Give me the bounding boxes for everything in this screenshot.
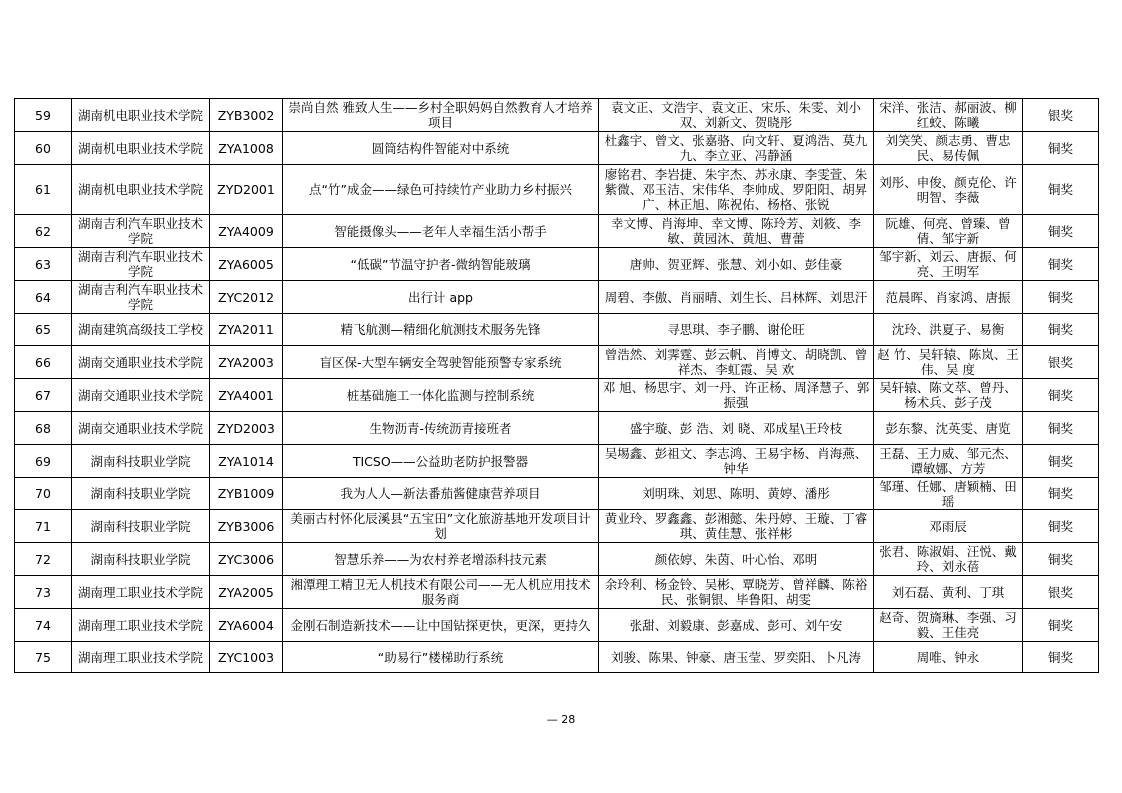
school-name-cell: 湖南交通职业技术学院 — [72, 412, 210, 445]
school-name-cell: 湖南科技职业学院 — [72, 445, 210, 478]
award-level-cell: 铜奖 — [1023, 412, 1099, 445]
team-members-cell: 黄业玲、罗鑫鑫、彭湘懿、朱丹婷、王璇、丁睿琪、黄佳慧、张祥彬 — [599, 510, 874, 543]
award-level-cell: 铜奖 — [1023, 609, 1099, 642]
award-level-cell: 银奖 — [1023, 99, 1099, 132]
project-name-cell: 出行计 app — [283, 281, 599, 314]
row-number-cell: 59 — [15, 99, 72, 132]
table-row — [15, 478, 1099, 510]
team-members-cell: 余玲利、杨金铃、吴彬、覃晓芳、曾祥麟、陈裕民、张铜银、毕鲁阳、胡雯 — [599, 576, 874, 609]
school-name-cell: 湖南吉利汽车职业技术学院 — [72, 281, 210, 314]
row-number-cell: 73 — [15, 576, 72, 609]
project-name-cell: 智能摄像头——老年人幸福生活小帮手 — [283, 215, 599, 248]
school-name-cell: 湖南理工职业技术学院 — [72, 576, 210, 609]
project-code-cell: ZYD2001 — [210, 165, 283, 215]
school-name-cell: 湖南交通职业技术学院 — [72, 379, 210, 412]
team-members-cell: 袁文正、文浩宇、袁文正、宋乐、朱雯、刘小双、刘新文、贺晓彤 — [599, 99, 874, 132]
advisors-cell: 刘彤、申俊、颜克伦、许明智、李薇 — [874, 165, 1023, 215]
table-row — [15, 99, 1099, 132]
school-name-cell: 湖南理工职业技术学院 — [72, 609, 210, 642]
project-code-cell: ZYA4001 — [210, 379, 283, 412]
row-number-cell: 71 — [15, 510, 72, 543]
school-name-cell: 湖南吉利汽车职业技术学院 — [72, 248, 210, 281]
team-members-cell: 刘明珠、刘思、陈明、黄婷、潘彤 — [599, 478, 874, 510]
row-number-cell: 60 — [15, 132, 72, 165]
row-number-cell: 67 — [15, 379, 72, 412]
row-number-cell: 68 — [15, 412, 72, 445]
advisors-cell: 宋洋、张洁、郝丽波、柳红蛟、陈曦 — [874, 99, 1023, 132]
school-name-cell: 湖南科技职业学院 — [72, 543, 210, 576]
advisors-cell: 刘石磊、黄利、丁琪 — [874, 576, 1023, 609]
table-row — [15, 510, 1099, 543]
project-name-cell: 金刚石制造新技术——让中国钻探更快，更深，更持久 — [283, 609, 599, 642]
school-name-cell: 湖南交通职业技术学院 — [72, 346, 210, 379]
table-row — [15, 346, 1099, 379]
team-members-cell: 邓 旭、杨思宇、刘一丹、许正杨、周泽慧子、郭振强 — [599, 379, 874, 412]
project-code-cell: ZYB3002 — [210, 99, 283, 132]
award-level-cell: 铜奖 — [1023, 215, 1099, 248]
team-members-cell: 寻思琪、李子鹏、谢伦旺 — [599, 314, 874, 346]
award-level-cell: 铜奖 — [1023, 642, 1099, 673]
project-name-cell: TICSO——公益助老防护报警器 — [283, 445, 599, 478]
row-number-cell: 70 — [15, 478, 72, 510]
advisors-cell: 赵 竹、吴轩辕、陈岚、王 伟、吴 度 — [874, 346, 1023, 379]
award-level-cell: 铜奖 — [1023, 510, 1099, 543]
award-level-cell: 银奖 — [1023, 346, 1099, 379]
team-members-cell: 唐帅、贺亚辉、张慧、刘小如、彭佳豪 — [599, 248, 874, 281]
project-name-cell: 美丽古村怀化辰溪县“五宝田”文化旅游基地开发项目计划 — [283, 510, 599, 543]
advisors-cell: 邹瑾、任娜、唐颖楠、田瑶 — [874, 478, 1023, 510]
advisors-cell: 邓雨辰 — [874, 510, 1023, 543]
team-members-cell: 张甜、刘毅康、彭嘉成、彭可、刘午安 — [599, 609, 874, 642]
awards-table — [14, 98, 1099, 673]
award-level-cell: 铜奖 — [1023, 379, 1099, 412]
table-row — [15, 576, 1099, 609]
project-name-cell: 盲区保-大型车辆安全驾驶智能预警专家系统 — [283, 346, 599, 379]
project-code-cell: ZYA2005 — [210, 576, 283, 609]
project-code-cell: ZYC2012 — [210, 281, 283, 314]
project-code-cell: ZYA6004 — [210, 609, 283, 642]
project-code-cell: ZYB1009 — [210, 478, 283, 510]
table-row — [15, 445, 1099, 478]
table-row — [15, 165, 1099, 215]
row-number-cell: 69 — [15, 445, 72, 478]
page-number: — 28 — [546, 713, 576, 726]
advisors-cell: 王磊、王力威、邹元杰、谭敏娜、方芳 — [874, 445, 1023, 478]
award-level-cell: 铜奖 — [1023, 165, 1099, 215]
row-number-cell: 72 — [15, 543, 72, 576]
advisors-cell: 彭东黎、沈英雯、唐览 — [874, 412, 1023, 445]
awards-table-body — [15, 99, 1099, 673]
project-name-cell: 桩基础施工一体化监测与控制系统 — [283, 379, 599, 412]
table-row — [15, 281, 1099, 314]
advisors-cell: 张君、陈淑娟、汪悦、戴玲、刘永蓓 — [874, 543, 1023, 576]
table-row — [15, 379, 1099, 412]
award-level-cell: 铜奖 — [1023, 445, 1099, 478]
table-row — [15, 132, 1099, 165]
project-code-cell: ZYC3006 — [210, 543, 283, 576]
project-name-cell: “低碳”节温守护者-微纳智能玻璃 — [283, 248, 599, 281]
team-members-cell: 盛宇璇、彭 浩、刘 晓、邓成星\王玲枝 — [599, 412, 874, 445]
row-number-cell: 66 — [15, 346, 72, 379]
project-name-cell: 点“竹”成金——绿色可持续竹产业助力乡村振兴 — [283, 165, 599, 215]
award-level-cell: 铜奖 — [1023, 281, 1099, 314]
advisors-cell: 沈玲、洪夏子、易衡 — [874, 314, 1023, 346]
row-number-cell: 63 — [15, 248, 72, 281]
table-row — [15, 248, 1099, 281]
table-row — [15, 609, 1099, 642]
row-number-cell: 64 — [15, 281, 72, 314]
school-name-cell: 湖南机电职业技术学院 — [72, 132, 210, 165]
project-name-cell: 智慧乐养——为农村养老增添科技元素 — [283, 543, 599, 576]
school-name-cell: 湖南建筑高级技工学校 — [72, 314, 210, 346]
row-number-cell: 61 — [15, 165, 72, 215]
table-row — [15, 412, 1099, 445]
award-level-cell: 铜奖 — [1023, 314, 1099, 346]
project-name-cell: 崇尚自然 雅致人生——乡村全职妈妈自然教育人才培养项目 — [283, 99, 599, 132]
project-code-cell: ZYA1014 — [210, 445, 283, 478]
team-members-cell: 幸文博、肖海坤、幸文博、陈玲芳、刘筱、李敏、黄园沐、黄旭、曹蕾 — [599, 215, 874, 248]
project-name-cell: 生物沥青-传统沥青接班者 — [283, 412, 599, 445]
project-name-cell: 湘潭理工精卫无人机技术有限公司——无人机应用技术服务商 — [283, 576, 599, 609]
school-name-cell: 湖南理工职业技术学院 — [72, 642, 210, 673]
award-level-cell: 铜奖 — [1023, 478, 1099, 510]
school-name-cell: 湖南机电职业技术学院 — [72, 165, 210, 215]
project-name-cell: “助易行”楼梯助行系统 — [283, 642, 599, 673]
project-name-cell: 圆筒结构件智能对中系统 — [283, 132, 599, 165]
table-row — [15, 642, 1099, 673]
school-name-cell: 湖南机电职业技术学院 — [72, 99, 210, 132]
row-number-cell: 62 — [15, 215, 72, 248]
award-level-cell: 铜奖 — [1023, 543, 1099, 576]
project-code-cell: ZYD2003 — [210, 412, 283, 445]
table-row — [15, 543, 1099, 576]
advisors-cell: 周唯、钟永 — [874, 642, 1023, 673]
row-number-cell: 74 — [15, 609, 72, 642]
advisors-cell: 赵奇、贺旖琳、李强、习毅、王佳亮 — [874, 609, 1023, 642]
advisors-cell: 吴轩辕、陈文萃、曾丹、杨术兵、彭子茂 — [874, 379, 1023, 412]
project-name-cell: 我为人人—新法番茄酱健康营养项目 — [283, 478, 599, 510]
award-level-cell: 铜奖 — [1023, 132, 1099, 165]
school-name-cell: 湖南吉利汽车职业技术学院 — [72, 215, 210, 248]
award-level-cell: 银奖 — [1023, 576, 1099, 609]
table-row — [15, 314, 1099, 346]
advisors-cell: 邹宇新、刘云、唐振、何亮、王明军 — [874, 248, 1023, 281]
project-name-cell: 精飞航测—精细化航测技术服务先锋 — [283, 314, 599, 346]
team-members-cell: 刘骏、陈果、钟豪、唐玉莹、罗奕阳、卜凡涛 — [599, 642, 874, 673]
project-code-cell: ZYA2003 — [210, 346, 283, 379]
school-name-cell: 湖南科技职业学院 — [72, 510, 210, 543]
project-code-cell: ZYB3006 — [210, 510, 283, 543]
project-code-cell: ZYA4009 — [210, 215, 283, 248]
team-members-cell: 杜鑫宇、曾文、张嘉骆、向文轩、夏鸿浩、莫九九、李立亚、冯静涵 — [599, 132, 874, 165]
advisors-cell: 阮雄、何亮、曾臻、曾倩、邹宇新 — [874, 215, 1023, 248]
advisors-cell: 范晨晖、肖家鸿、唐振 — [874, 281, 1023, 314]
row-number-cell: 75 — [15, 642, 72, 673]
team-members-cell: 颜依婷、朱茵、叶心怡、邓明 — [599, 543, 874, 576]
table-row — [15, 215, 1099, 248]
school-name-cell: 湖南科技职业学院 — [72, 478, 210, 510]
project-code-cell: ZYA6005 — [210, 248, 283, 281]
team-members-cell: 曾浩然、刘霁霆、彭云帆、肖博文、胡晓凯、曾祥杰、李虹霞、吴 欢 — [599, 346, 874, 379]
award-level-cell: 铜奖 — [1023, 248, 1099, 281]
advisors-cell: 刘笑笑、颜志勇、曹忠民、易传佩 — [874, 132, 1023, 165]
project-code-cell: ZYA2011 — [210, 314, 283, 346]
row-number-cell: 65 — [15, 314, 72, 346]
team-members-cell: 周碧、李傲、肖丽晴、刘生长、吕林辉、刘思汗 — [599, 281, 874, 314]
team-members-cell: 吴埸鑫、彭祖文、李志鸿、王易宇杨、肖海燕、钟华 — [599, 445, 874, 478]
team-members-cell: 廖铭君、李岩捷、朱宇杰、苏永康、李雯萱、朱紫微、邓玉洁、宋伟华、李帅成、罗阳阳、胡昇广、林正旭、陈祝佑、杨格、张锐 — [599, 165, 874, 215]
project-code-cell: ZYA1008 — [210, 132, 283, 165]
project-code-cell: ZYC1003 — [210, 642, 283, 673]
